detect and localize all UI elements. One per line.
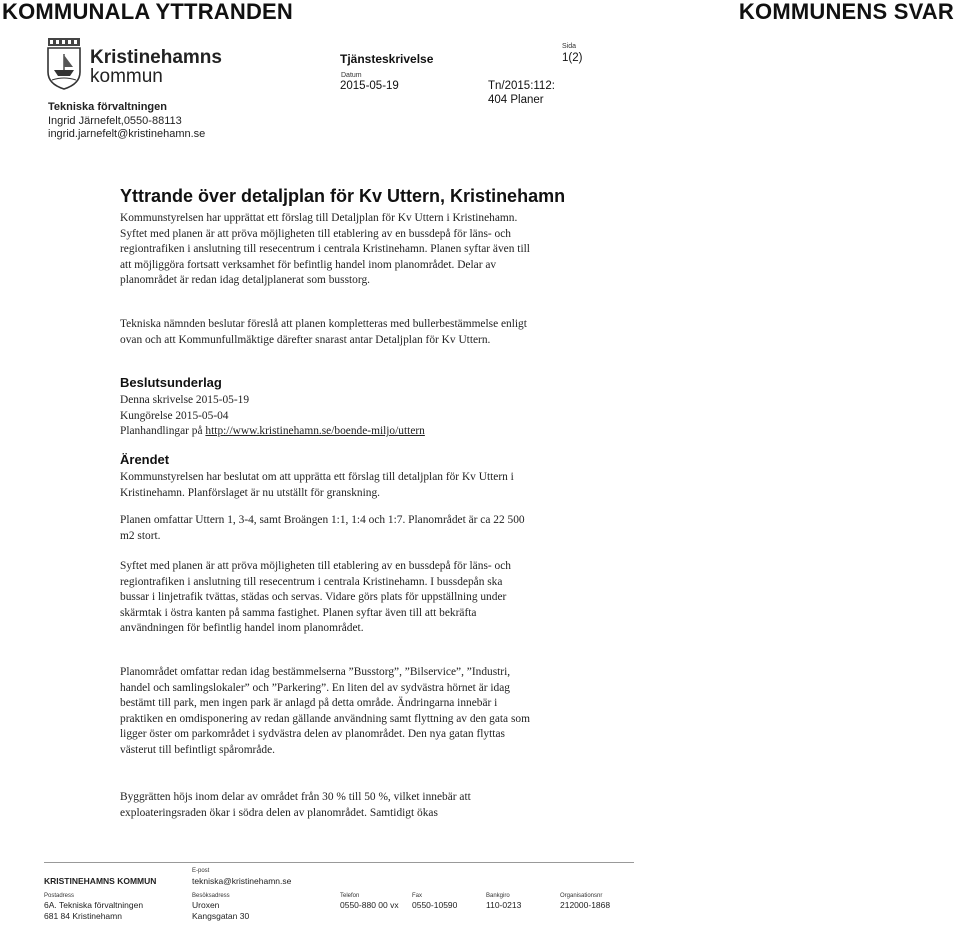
arendet-text-2: Planen omfattar Uttern 1, 3-4, samt Broängen 1:1, 1:4 och 1:7. Planområdet är ca 22 500 m2 stort. xyxy=(120,514,525,542)
footer-epost-label: E-post xyxy=(192,868,210,874)
diary-number: Tn/2015:112: xyxy=(488,80,555,92)
arendet-text-5: Byggrätten höjs inom delar av området från 30 % till 50 %, vilket innebär att exploateringsraden ökar i södra delen av planområdet. Samtidigt ökas xyxy=(120,791,471,819)
footer-fax: 0550-10590 xyxy=(412,900,458,910)
footer-bank-label: Bankgiro xyxy=(486,893,510,899)
arendet-text-1: Kommunstyrelsen har beslutat om att upprätta ett förslag till detaljplan för Kv Uttern i Kristinehamn. Planförslaget är nu utställt för granskning. xyxy=(120,471,514,499)
org-name-line2: kommun xyxy=(90,66,163,87)
contact-person: Ingrid Järnefelt,0550-88113 xyxy=(48,115,182,127)
footer-post-line2: 681 84 Kristinehamn xyxy=(44,911,122,921)
department-name: Tekniska förvaltningen xyxy=(48,101,167,113)
date-label: Datum xyxy=(341,72,362,79)
intro-paragraph-2 xyxy=(120,317,530,348)
beslutsunderlag-item-1: Denna skrivelse 2015-05-19 xyxy=(120,394,250,406)
diary-unit: 404 Planer xyxy=(488,94,544,106)
footer-visit-line2: Kangsgatan 30 xyxy=(192,911,250,921)
arendet-paragraph-1 xyxy=(120,470,530,501)
intro-text-1: Kommunstyrelsen har upprättat ett förslag till Detaljplan för Kv Uttern i Kristinehamn. Syftet med planen är att pröva möjligheten till etablering av en bussdepå för läns- och regiontrafiken i anslutning till resecentrum i centrala Kristinehamn. Planen syftar även till att möjliggöra fortsatt verksamhet för befintlig handel inom planområdet. Delar av planområdet är redan idag detaljplanerat som busstorg. xyxy=(120,212,530,287)
intro-paragraph-1 xyxy=(120,211,530,289)
footer-divider xyxy=(44,862,634,863)
arendet-heading: Ärendet xyxy=(120,452,170,467)
header-left-title: KOMMUNALA YTTRANDEN xyxy=(2,0,294,24)
page-number: 1(2) xyxy=(562,52,583,64)
arendet-paragraph-2 xyxy=(120,513,530,544)
beslutsunderlag-item-2: Kungörelse 2015-05-04 xyxy=(120,409,229,422)
footer-orgnr: 212000-1868 xyxy=(560,900,611,910)
beslutsunderlag-heading: Beslutsunderlag xyxy=(120,375,222,390)
beslutsunderlag-list xyxy=(120,393,530,440)
footer-fax-label: Fax xyxy=(412,893,423,899)
planhandlingar-label: Planhandlingar på xyxy=(120,425,206,438)
planhandlingar-link[interactable]: http://www.kristinehamn.se/boende-miljo/uttern xyxy=(205,425,425,438)
document-title: Yttrande över detaljplan för Kv Uttern, Kristinehamn xyxy=(120,186,566,206)
footer-visit-line1: Uroxen xyxy=(192,900,220,910)
footer-post-line1: 6A. Tekniska förvaltningen xyxy=(44,900,144,910)
footer-phone-label: Telefon xyxy=(340,893,360,899)
footer-bank: 110-0213 xyxy=(486,900,522,910)
footer-visit-label: Besöksadress xyxy=(192,893,230,899)
contact-email: ingrid.jarnefelt@kristinehamn.se xyxy=(48,128,206,140)
arendet-paragraph-3 xyxy=(120,559,530,637)
arendet-paragraph-4 xyxy=(120,665,530,759)
beslutsunderlag-item-3 xyxy=(120,424,530,440)
footer-org: KRISTINEHAMNS KOMMUN xyxy=(44,876,157,886)
footer-orgnr-label: Organisationsnr xyxy=(560,893,603,899)
intro-text-2: Tekniska nämnden beslutar föreslå att planen kompletteras med bullerbestämmelse enligt ovan och att Kommunfullmäktige därefter snarast antar Detaljplan för Kv Uttern. xyxy=(120,318,527,346)
document-type: Tjänsteskrivelse xyxy=(340,52,434,66)
document-date: 2015-05-19 xyxy=(340,80,399,92)
org-name-line1: Kristinehamns xyxy=(90,47,222,68)
arendet-text-4: Planområdet omfattar redan idag bestämmelserna ”Busstorg”, ”Bilservice”, ”Industri, handel och samlingslokaler” och ”Parkering”. En liten del av sydvästra hörnet är idag bestämt till park, men ingen park är anlagd på detta område. Ändringarna innebär i praktiken en omdisponering av redan gällande användning samt flyttning av den gata som ligger öster om parkområdet i sydvästra delen av planområdet. Den nya gatan flyttas västerut till befintligt spårområde. xyxy=(120,666,530,756)
arendet-text-3: Syftet med planen är att pröva möjligheten till etablering av en bussdepå för läns- och regiontrafiken i anslutning till resecentrum i centrala Kristinehamn. I bussdepån ska bussar i linjetrafik tvättas, städas och servas. Vidare görs plats för uppställning under skärmtak i östra kanten på samma fastighet. Planen syftar även till att bekräfta användningen för befintlig handel inom planområdet. xyxy=(120,560,511,635)
municipal-crest-icon xyxy=(46,38,82,90)
footer-post-label: Postadress xyxy=(44,893,75,899)
header-right-title: KOMMUNENS SVAR xyxy=(738,0,954,24)
arendet-paragraph-5 xyxy=(120,790,530,821)
footer-phone: 0550-880 00 vx xyxy=(340,900,399,910)
page-label: Sida xyxy=(562,43,577,50)
footer-epost[interactable]: tekniska@kristinehamn.se xyxy=(192,876,292,886)
